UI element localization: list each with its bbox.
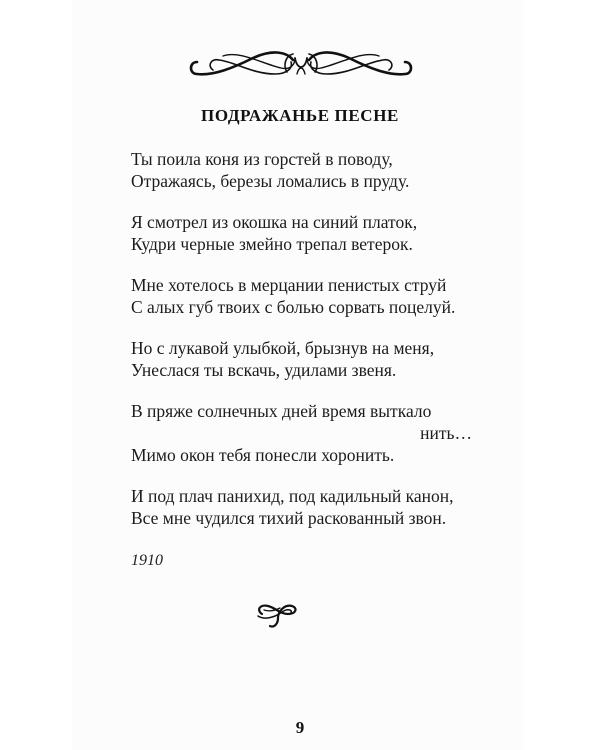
stanza	[131, 274, 476, 318]
poem-line: Отражаясь, березы ломались в пруду.	[131, 171, 410, 191]
stanza	[131, 485, 476, 529]
poem-line: Мне хотелось в мерцании пенистых струй	[131, 275, 447, 295]
poem-line: Мимо окон тебя понесли хоронить.	[131, 445, 395, 465]
poem-line: В пряже солнечных дней время выткало	[131, 401, 432, 421]
poem-line: Ты поила коня из горстей в поводу,	[131, 149, 393, 169]
stanza	[131, 400, 476, 466]
poem-date: 1910	[131, 552, 163, 569]
poem-line: Я смотрел из окошка на синий платок,	[131, 212, 418, 232]
poem-line: Кудри черные змейно трепал ветерок.	[131, 234, 413, 254]
flourish-tailpiece-icon	[252, 598, 302, 632]
poem-line: Но с лукавой улыбкой, брызнув на меня,	[131, 338, 435, 358]
stanza	[131, 337, 476, 381]
poem-line-continuation: нить…	[420, 423, 472, 443]
poem-title: ПОДРАЖАНЬЕ ПЕСНЕ	[201, 106, 399, 125]
poem-line: И под плач панихид, под кадильный канон,	[131, 486, 454, 506]
flourish-divider-icon	[183, 44, 419, 84]
stanza	[131, 148, 476, 192]
poem-line: С алых губ твоих с болью сорвать поцелуй.	[131, 297, 456, 317]
page-number: 9	[295, 718, 305, 737]
poem-line: Унеслася ты вскачь, удилами звеня.	[131, 360, 397, 380]
poem-body	[131, 148, 476, 548]
poem-line: Все мне чудился тихий раскованный звон.	[131, 508, 447, 528]
stanza	[131, 211, 476, 255]
